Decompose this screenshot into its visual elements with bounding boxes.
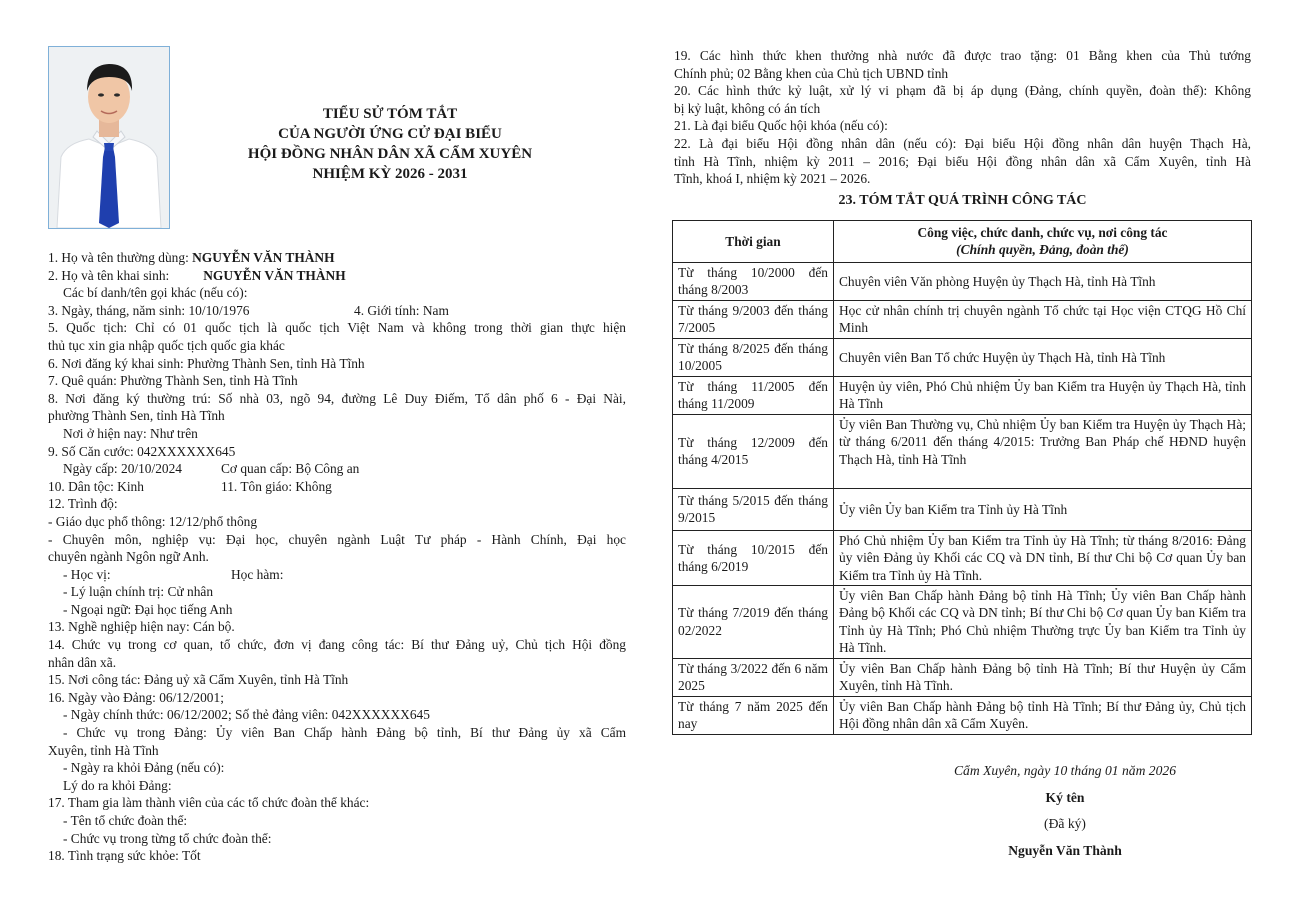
political-theory-line: - Lý luận chính trị: Cử nhân: [63, 584, 214, 600]
degree-line: [48, 566, 626, 584]
organization-name-line: - Tên tổ chức đoàn thể:: [63, 813, 188, 828]
council-line-1: 22. Là đại biểu Hội đồng nhân dân (nếu có): Đại biểu Hội đồng nhân dân huyện Thạch Hà,: [674, 135, 1251, 151]
workplace-line: 15. Nơi công tác: Đảng uỷ xã Cẩm Xuyên, tỉnh Hà Tĩnh: [48, 672, 349, 688]
id-issuer: Cơ quan cấp: Bộ Công an: [221, 461, 360, 477]
title-line-3: HỘI ĐỒNG NHÂN DÂN XÃ CẨM XUYÊN: [247, 146, 533, 162]
row-description: Ủy viên Ban Chấp hành Đảng bộ tỉnh Hà Tĩnh; Ủy viên Ban Chấp hành Đảng bộ Khối các CQ và DN tỉnh; Bí thư Chi bộ Cơ quan Ủy ban Kiểm tra Tỉnh ủy Hà Tĩnh; Phó Chủ nhiệm Thường trực Ủy ban Kiểm tra Tỉnh ủy Hà Tĩnh.: [834, 586, 1252, 659]
birth-name-line: [48, 267, 626, 285]
row-time: Từ tháng 7 năm 2025 đến nay: [673, 696, 834, 734]
row-description: Ủy viên Ban Thường vụ, Chủ nhiệm Ủy ban Kiểm tra Huyện ủy Thạch Hà; từ tháng 6/2011 đến tháng 4/2015: Trưởng Ban Pháp chế HĐND huyện Thạch Hà, tỉnh Hà Tĩnh: [834, 414, 1252, 488]
religion-text: 11. Tôn giáo: Không: [221, 478, 332, 494]
title-line-2: CỦA NGƯỜI ỨNG CỬ ĐẠI BIỂU: [278, 126, 502, 142]
occupation-line: 13. Nghề nghiệp hiện nay: Cán bộ.: [48, 619, 235, 635]
organizations-line: 17. Tham gia làm thành viên của các tổ chức đoàn thể khác:: [48, 795, 370, 811]
signer-name: Nguyễn Văn Thành: [1008, 843, 1122, 858]
ethnicity-religion-line: [48, 478, 626, 496]
party-official-line: - Ngày chính thức: 06/12/2002; Số thẻ đảng viên: 042XXXXXX645: [63, 707, 430, 723]
table-row: [673, 530, 1252, 585]
table-row: [673, 262, 1252, 300]
position-line-2: nhân dân xã.: [48, 654, 117, 670]
full-name-label: 1. Họ và tên thường dùng:: [48, 250, 193, 265]
row-description: Phó Chủ nhiệm Ủy ban Kiểm tra Tỉnh ủy Hà Tĩnh; từ tháng 8/2016: Đảng ủy viên Đảng ủy Khối các CQ và DN tỉnh, Bí thư Chi bộ Cơ quan Ủy ban Kiểm tra Tỉnh ủy Hà Tĩnh.: [834, 530, 1252, 585]
row-time: Từ tháng 10/2000 đến tháng 8/2003: [673, 262, 834, 300]
discipline-line-2: bị kỷ luật, không có án tích: [674, 100, 821, 116]
ethnicity-text: 10. Dân tộc: Kinh: [48, 478, 144, 494]
row-description: Ủy viên Ủy ban Kiểm tra Tỉnh ủy Hà Tĩnh: [834, 488, 1252, 530]
document-title: [200, 104, 580, 184]
full-name-value: NGUYỄN VĂN THÀNH: [192, 250, 335, 265]
full-name-line: [48, 249, 626, 267]
row-time: Từ tháng 3/2022 đến 6 năm 2025: [673, 658, 834, 696]
header-desc-line-2: (Chính quyền, Đảng, đoàn thể): [956, 242, 1129, 258]
education-heading: 12. Trình độ:: [48, 496, 118, 512]
foreign-language-line: - Ngoại ngữ: Đại học tiếng Anh: [63, 601, 233, 617]
table-header-row: [673, 221, 1252, 263]
residence-line-1: 8. Nơi đăng ký thường trú: Số nhà 03, ngõ 94, đường Lê Duy Điếm, Tổ dân phố 6 - Đại Nài,: [48, 390, 626, 406]
dob-gender-line: [48, 302, 626, 320]
title-line-1: TIỂU SỬ TÓM TẮT: [322, 106, 458, 122]
row-description: Chuyên viên Văn phòng Huyện ủy Thạch Hà, tỉnh Hà Tĩnh: [834, 262, 1252, 300]
row-description: Ủy viên Ban Chấp hành Đảng bộ tỉnh Hà Tĩnh; Bí thư Huyện ủy Cẩm Xuyên, tỉnh Hà Tĩnh.: [834, 658, 1252, 696]
table-row: [673, 488, 1252, 530]
row-time: Từ tháng 10/2015 đến tháng 6/2019: [673, 530, 834, 585]
alias-line: Các bí danh/tên gọi khác (nếu có):: [63, 285, 248, 301]
party-join-line: 16. Ngày vào Đảng: 06/12/2001;: [48, 689, 224, 705]
signed-note: (Đã ký): [1044, 816, 1086, 831]
id-issue-date: Ngày cấp: 20/10/2024: [63, 461, 183, 477]
party-leave-reason-line: Lý do ra khỏi Đảng:: [63, 777, 172, 793]
work-history-title: 23. TÓM TẮT QUÁ TRÌNH CÔNG TÁC: [838, 193, 1087, 208]
organization-position-line: - Chức vụ trong từng tổ chức đoàn thể:: [63, 830, 272, 846]
general-education-line: - Giáo dục phổ thông: 12/12/phổ thông: [48, 513, 258, 529]
candidate-photo: [48, 46, 170, 229]
current-address-line: Nơi ở hiện nay: Như trên: [63, 425, 198, 441]
row-time: Từ tháng 12/2009 đến tháng 4/2015: [673, 414, 834, 488]
gender-text: 4. Giới tính: Nam: [354, 302, 449, 318]
nationality-line-2: thủ tục xin gia nhập quốc tịch quốc gia khác: [48, 337, 285, 353]
health-line: 18. Tình trạng sức khỏe: Tốt: [48, 848, 201, 864]
awards-line-1: 19. Các hình thức khen thưởng nhà nước đã được trao tặng: 01 Bằng khen của Thủ tướng: [674, 48, 1251, 63]
table-row: [673, 300, 1252, 338]
row-time: Từ tháng 8/2025 đến tháng 10/2005: [673, 338, 834, 376]
place-date: Cẩm Xuyên, ngày 10 tháng 01 năm 2026: [953, 763, 1176, 778]
birth-registration-line: 6. Nơi đăng ký khai sinh: Phường Thành Sen, tỉnh Hà Tĩnh: [48, 355, 365, 371]
professional-line-1: - Chuyên môn, nghiệp vụ: Đại học, chuyên ngành Luật Tư pháp - Hành Chính, Đại học: [48, 531, 626, 547]
awards-section: [674, 47, 1251, 188]
position-line-1: 14. Chức vụ trong cơ quan, tổ chức, đơn vị đang công tác: Bí thư Đảng uỷ, Chủ tịch Hội đồng: [48, 637, 626, 653]
row-time: Từ tháng 11/2005 đến tháng 11/2009: [673, 376, 834, 414]
row-description: Chuyên viên Ban Tổ chức Huyện ủy Thạch Hà, tỉnh Hà Tĩnh: [834, 338, 1252, 376]
table-row: [673, 338, 1252, 376]
academic-title-text: Học hàm:: [231, 566, 284, 582]
table-row: [673, 586, 1252, 659]
header-desc-line-1: Công việc, chức danh, chức vụ, nơi công tác: [917, 225, 1168, 240]
residence-line-2: phường Thành Sen, tỉnh Hà Tĩnh: [48, 408, 225, 424]
hometown-line: 7. Quê quán: Phường Thành Sen, tỉnh Hà Tĩnh: [48, 373, 298, 389]
header-description: [834, 221, 1252, 263]
sign-label: Ký tên: [1045, 790, 1085, 805]
personal-info-section: [48, 249, 626, 865]
id-number-line: 9. Số Căn cước: 042XXXXXX645: [48, 443, 236, 459]
work-history-table: [672, 220, 1252, 735]
title-line-4: NHIỆM KỲ 2026 - 2031: [312, 166, 468, 182]
row-description: Học cử nhân chính trị chuyên ngành Tổ chức tại Học viện CTQG Hồ Chí Minh: [834, 300, 1252, 338]
party-leave-date-line: - Ngày ra khỏi Đảng (nếu có):: [63, 760, 225, 776]
degree-text: - Học vị:: [63, 566, 111, 582]
table-row: [673, 376, 1252, 414]
header-time: Thời gian: [673, 221, 834, 263]
birth-name-label: 2. Họ và tên khai sinh:: [48, 267, 170, 283]
party-position-line-1: - Chức vụ trong Đảng: Ủy viên Ban Chấp hành Đảng bộ tỉnh, Bí thư Đảng ủy xã Cẩm: [63, 725, 626, 741]
row-description: Huyện ủy viên, Phó Chủ nhiệm Ủy ban Kiểm tra Huyện ủy Thạch Hà, tỉnh Hà Tĩnh: [834, 376, 1252, 414]
national-assembly-line: 21. Là đại biểu Quốc hội khóa (nếu có):: [674, 118, 888, 134]
row-time: Từ tháng 7/2019 đến tháng 02/2022: [673, 586, 834, 659]
party-position-line-2: Xuyên, tỉnh Hà Tĩnh: [48, 742, 159, 758]
table-row: [673, 658, 1252, 696]
row-time: Từ tháng 5/2015 đến tháng 9/2015: [673, 488, 834, 530]
id-issue-line: [48, 460, 626, 478]
awards-line-2: Chính phủ; 02 Bằng khen của Chủ tịch UBND tỉnh: [674, 65, 949, 81]
birth-name-value: NGUYỄN VĂN THÀNH: [203, 267, 346, 283]
nationality-line-1: 5. Quốc tịch: Chỉ có 01 quốc tịch là quốc tịch Việt Nam và không trong thời gian thực hiện: [48, 320, 626, 336]
row-time: Từ tháng 9/2003 đến tháng 7/2005: [673, 300, 834, 338]
council-line-3: Tĩnh, khoá I, nhiệm kỳ 2021 – 2026.: [674, 171, 871, 187]
table-row: [673, 696, 1252, 734]
table-row: [673, 414, 1252, 488]
professional-line-2: chuyên ngành Ngôn ngữ Anh.: [48, 549, 209, 565]
row-description: Ủy viên Ban Chấp hành Đảng bộ tỉnh Hà Tĩnh; Bí thư Đảng ủy, Chủ tịch Hội đồng nhân dân xã Cẩm Xuyên.: [834, 696, 1252, 734]
council-line-2: tỉnh Hà Tĩnh, nhiệm kỳ 2011 – 2016; Đại biểu Hội đồng nhân dân xã Cẩm Xuyên, tỉnh Hà: [674, 153, 1251, 169]
portrait-image: [49, 47, 169, 228]
discipline-line-1: 20. Các hình thức kỷ luật, xử lý vi phạm đã bị áp dụng (Đảng, chính quyền, đoàn thể): Không: [674, 83, 1251, 99]
dob-text: 3. Ngày, tháng, năm sinh: 10/10/1976: [48, 302, 250, 318]
